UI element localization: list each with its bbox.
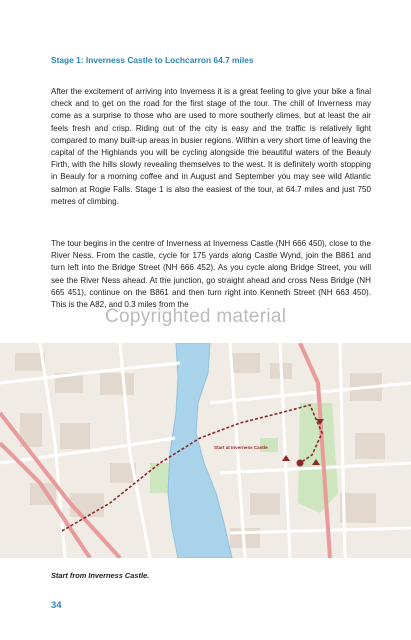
paragraph-directions: The tour begins in the centre of Inverness at Inverness Castle (NH 666 450), close to the River Ness. From the castle, cycle for 175 yards along Castle Wynd, join the B861 and turn left into the Bridge Street (NH 666 452). As you cycle along Bridge Street, you will see the River Ness ahead. At the junction, go straight ahead and cross Ness Bridge (NH 665 451), continue on the B861 and then turn right into Kenneth Street (NH 663 450). This is the A82, and 0.3 miles from the [51,239,371,310]
map-label-start: Start at Inverness Castle [214,445,268,450]
section-heading: Stage 1: Inverness Castle to Lochcarron 64.7 miles [51,55,254,65]
paragraph-intro: After the excitement of arriving into Inverness it is a great feeling to give your bike a final check and to get on the road for the first stage of the tour. The chill of Inverness may come as a surprise to those who are used to more southerly climes, but at least the air feels fresh and crisp. Riding out of the city is easy and the traffic is relatively light compared to many built-up areas in busier regions. Within a very short time of leaving the capital of the Highlands you will be cycling alongside the beautiful waters of the Beauly Firth, with the hills slowly revealing themselves to the west. It is definitely worth stopping in Beauly for a morning coffee and in August and September you may see wild Atlantic salmon at Rogie Falls. Stage 1 is also the easiest of the tour, at 64.7 miles and just 750 metres of climbing. [51,87,371,206]
route-map [0,343,411,558]
page-number: 34 [51,600,62,611]
map-caption: Start from Inverness Castle. [51,571,150,580]
copyright-watermark: Copyrighted material [105,306,287,327]
map-canvas [0,343,411,558]
start-marker [297,460,304,467]
